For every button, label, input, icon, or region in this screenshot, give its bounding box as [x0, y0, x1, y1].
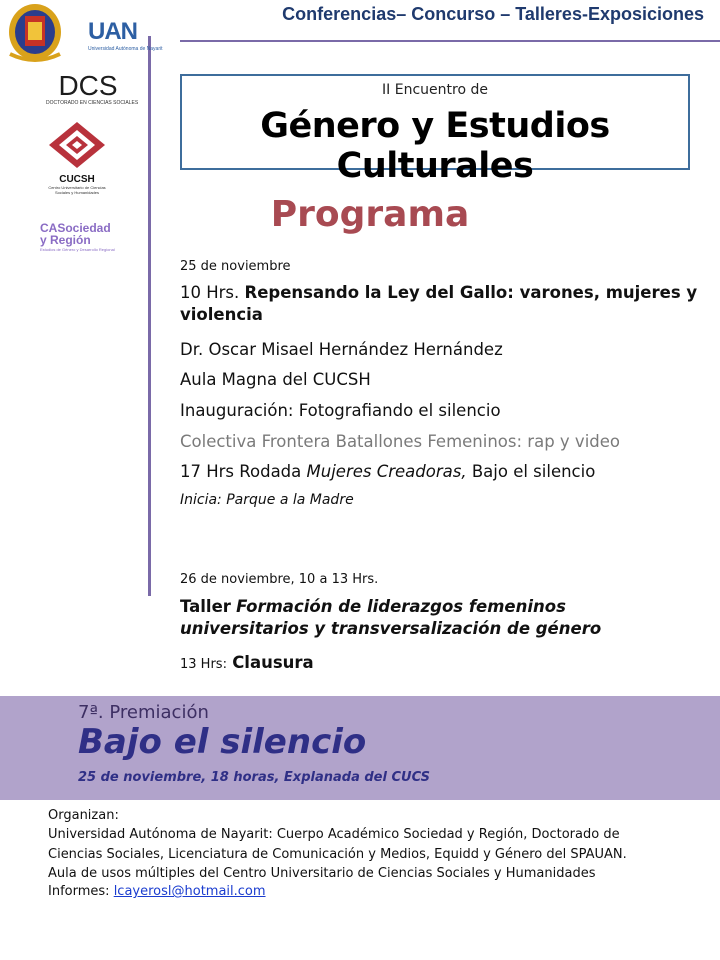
uan-logo-subtitle: Universidad Autónoma de Nayarit: [88, 46, 163, 52]
day1-ride-prefix: 17 Hrs Rodada: [180, 462, 307, 481]
day2-workshop-title: Formación de liderazgos femeninos universitarios y transversalización de género: [180, 597, 602, 639]
header-banner: [180, 0, 720, 42]
organizers-label: Organizan:: [48, 808, 119, 823]
day1-talk: [180, 282, 700, 327]
cucsh-logo: [42, 120, 112, 200]
award-details: 25 de noviembre, 18 horas, Explanada del CUCS: [78, 770, 431, 785]
day2-date: 26 de noviembre, 10 a 13 Hrs.: [180, 572, 379, 587]
day1-ride-start: Inicia: Parque a la Madre: [180, 492, 354, 508]
uan-logo: [88, 18, 163, 62]
info-label: Informes:: [48, 884, 110, 899]
day2-workshop: [180, 596, 680, 641]
dcs-logo: [46, 70, 139, 108]
vertical-divider: [148, 36, 151, 596]
day1-ride: [180, 461, 700, 483]
cas-logo-line2: y Región: [40, 233, 91, 247]
day2-closing-time: 13 Hrs:: [180, 657, 227, 672]
cas-logo-line1: CASociedad: [40, 221, 111, 235]
organizers-info: [48, 882, 668, 901]
email-link[interactable]: lcayerosl@hotmail.com: [113, 884, 266, 899]
cas-logo-subtitle: Estudios de Género y Desarrollo Regional: [40, 247, 115, 252]
day2-workshop-label: Taller: [180, 597, 231, 616]
header-banner-text: Conferencias– Concurso – Talleres-Exposiciones: [282, 4, 704, 24]
day1-talk-time: 10 Hrs.: [180, 283, 240, 302]
organizers-line2: Ciencias Sociales, Licenciatura de Comunicación y Medios, Equidd y Género del SPAUAN.: [48, 847, 627, 862]
dcs-logo-text: DCS: [58, 70, 118, 101]
day1-collective: Colectiva Frontera Batallones Femeninos: rap y video: [180, 432, 620, 451]
day1-date: 25 de noviembre: [180, 259, 291, 274]
day1-ride-suffix: Bajo el silencio: [466, 462, 596, 481]
title-box: [180, 74, 690, 186]
award-line1: 7ª. Premiación: [78, 702, 209, 723]
cucsh-logo-text: CUCSH: [59, 174, 95, 185]
cucsh-logo-subtitle: Centro Universitario de Ciencias Sociales y Humanidades: [48, 185, 106, 195]
day1-inauguration: Inauguración: Fotografiando el silencio: [180, 401, 501, 420]
day1-venue: Aula Magna del CUCSH: [180, 370, 371, 389]
day2-closing: [180, 652, 700, 674]
award-band: [0, 696, 720, 800]
programa-heading: Programa: [270, 194, 470, 235]
award-title: Bajo el silencio: [78, 722, 367, 762]
cucsh-emblem-icon: [47, 120, 107, 170]
page-title: Género y Estudios Culturales: [260, 106, 610, 186]
cas-logo: [40, 222, 124, 262]
crest-logo: [6, 2, 64, 64]
day1-speaker: Dr. Oscar Misael Hernández Hernández: [180, 340, 503, 359]
day1-talk-title: Repensando la Ley del Gallo: varones, mujeres y violencia: [180, 283, 698, 325]
title-kicker: II Encuentro de: [382, 82, 488, 98]
organizers-line1: Universidad Autónoma de Nayarit: Cuerpo Académico Sociedad y Región, Doctorado de: [48, 827, 620, 842]
day2-closing-label: Clausura: [232, 653, 314, 672]
uan-logo-text: UAN: [88, 18, 137, 45]
day1-ride-title: Mujeres Creadoras,: [306, 462, 467, 481]
dcs-logo-subtitle: DOCTORADO EN CIENCIAS SOCIALES: [46, 100, 139, 106]
organizers-line3: Aula de usos múltiples del Centro Universitario de Ciencias Sociales y Humanidades: [48, 866, 596, 881]
